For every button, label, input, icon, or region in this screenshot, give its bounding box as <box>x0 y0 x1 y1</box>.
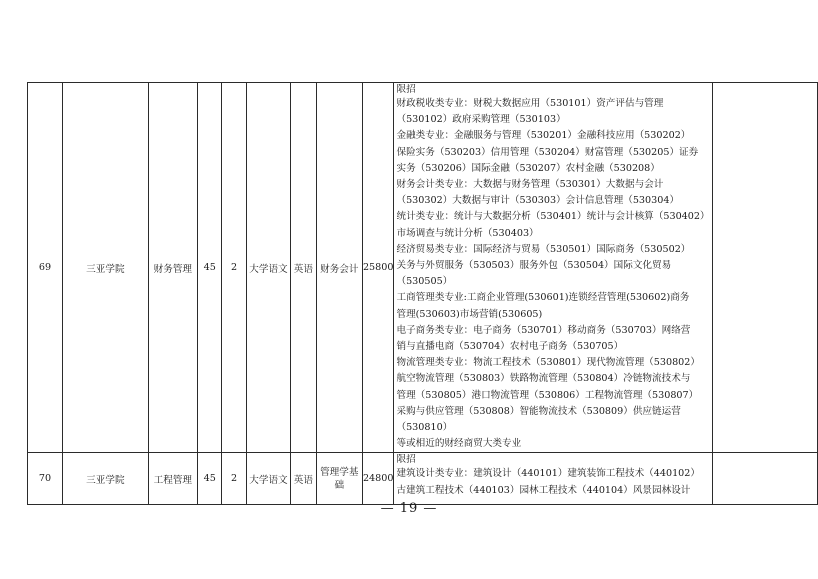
requirement-line: 工商管理类专业:工商企业管理(530601)连锁经营管理(530602)商务 <box>396 292 690 304</box>
requirement-line: （530102）政府采购管理（530103） <box>396 114 566 126</box>
requirement-line: 电子商务类专业：电子商务（530701）移动商务（530703）网络营 <box>396 324 691 336</box>
row-subject-3 <box>316 453 362 505</box>
row-remarks <box>712 453 817 505</box>
requirement-line: 等或相近的财经商贸大类专业 <box>396 438 522 450</box>
requirement-line: （530302）大数据与审计（530303）会计信息管理（530304） <box>396 195 680 207</box>
row-plan: 45 <box>197 83 222 453</box>
row-subject-1: 大学语文 <box>246 83 290 453</box>
row-major: 工程管理 <box>148 453 197 505</box>
row-subject-2: 英语 <box>291 453 316 505</box>
requirement-line: 建筑设计类专业：建筑设计（440101）建筑装饰工程技术（440102） <box>396 468 700 480</box>
row-subject-1: 大学语文 <box>246 453 290 505</box>
row-tuition: 25800 <box>362 83 394 453</box>
requirement-line: 统计类专业：统计与大数据分析（530401）统计与会计核算（530402） <box>396 211 710 223</box>
requirement-line: 保险实务（530203）信用管理（530204）财富管理（530205）证券 <box>396 146 699 158</box>
requirement-line: 财政税收类专业：财税大数据应用（530101）资产评估与管理 <box>396 98 664 109</box>
table-row <box>28 453 818 505</box>
row-major: 财务管理 <box>148 83 197 453</box>
requirement-line: 关务与外贸服务（530503）服务外包（530504）国际文化贸易 <box>396 260 672 272</box>
row-school: 三亚学院 <box>63 83 149 453</box>
requirement-line: 财务会计类专业：大数据与财务管理（530301）大数据与会计 <box>396 179 664 191</box>
admission-table <box>27 82 818 505</box>
requirement-line: 管理(530603)市场营销(530605) <box>396 308 543 320</box>
row-seq: 70 <box>28 453 63 505</box>
requirement-line: 管理（530805）港口物流管理（530806）工程物流管理（530807） <box>396 389 699 401</box>
row-school: 三亚学院 <box>63 453 149 505</box>
row-requirements <box>394 83 712 453</box>
row-years: 2 <box>222 453 246 505</box>
requirement-line: 限招 <box>396 454 416 466</box>
requirement-line: （530810） <box>396 422 453 434</box>
requirement-line: 限招 <box>396 84 416 95</box>
row-remarks <box>712 83 817 453</box>
requirement-line: 航空物流管理（530803）铁路物流管理（530804）冷链物流技术与 <box>396 373 691 385</box>
row-plan: 45 <box>197 453 222 505</box>
table-row <box>28 83 818 453</box>
requirement-line: 市场调查与统计分析（530403） <box>396 227 539 239</box>
requirement-line: 古建筑工程技术（440103）园林工程技术（440104）风景园林设计 <box>396 484 691 496</box>
subject-3-line: 础 <box>334 479 345 491</box>
requirement-line: 销与直播电商（530704）农村电子商务（530705） <box>396 341 624 353</box>
requirement-line: 实务（530206）国际金融（530207）农村金融（530208） <box>396 162 660 174</box>
requirement-line: 金融类专业：金融服务与管理（530201）金融科技应用（530202） <box>396 130 691 142</box>
requirement-line: 经济贸易类专业：国际经济与贸易（530501）国际商务（530502） <box>396 243 691 255</box>
subject-3-line: 管理学基 <box>320 466 359 478</box>
row-tuition: 24800 <box>362 453 394 505</box>
row-subject-3: 财务会计 <box>316 83 362 453</box>
requirement-line: 采购与供应管理（530808）智能物流技术（530809）供应链运营 <box>396 405 681 417</box>
row-seq: 69 <box>28 83 63 453</box>
page-number: — 19 — <box>380 501 438 516</box>
requirement-line: （530505） <box>396 276 453 288</box>
row-years: 2 <box>222 83 246 453</box>
requirement-line: 物流管理类专业：物流工程技术（530801）现代物流管理（530802） <box>396 357 700 369</box>
row-requirements <box>394 453 712 505</box>
row-subject-2: 英语 <box>291 83 316 453</box>
